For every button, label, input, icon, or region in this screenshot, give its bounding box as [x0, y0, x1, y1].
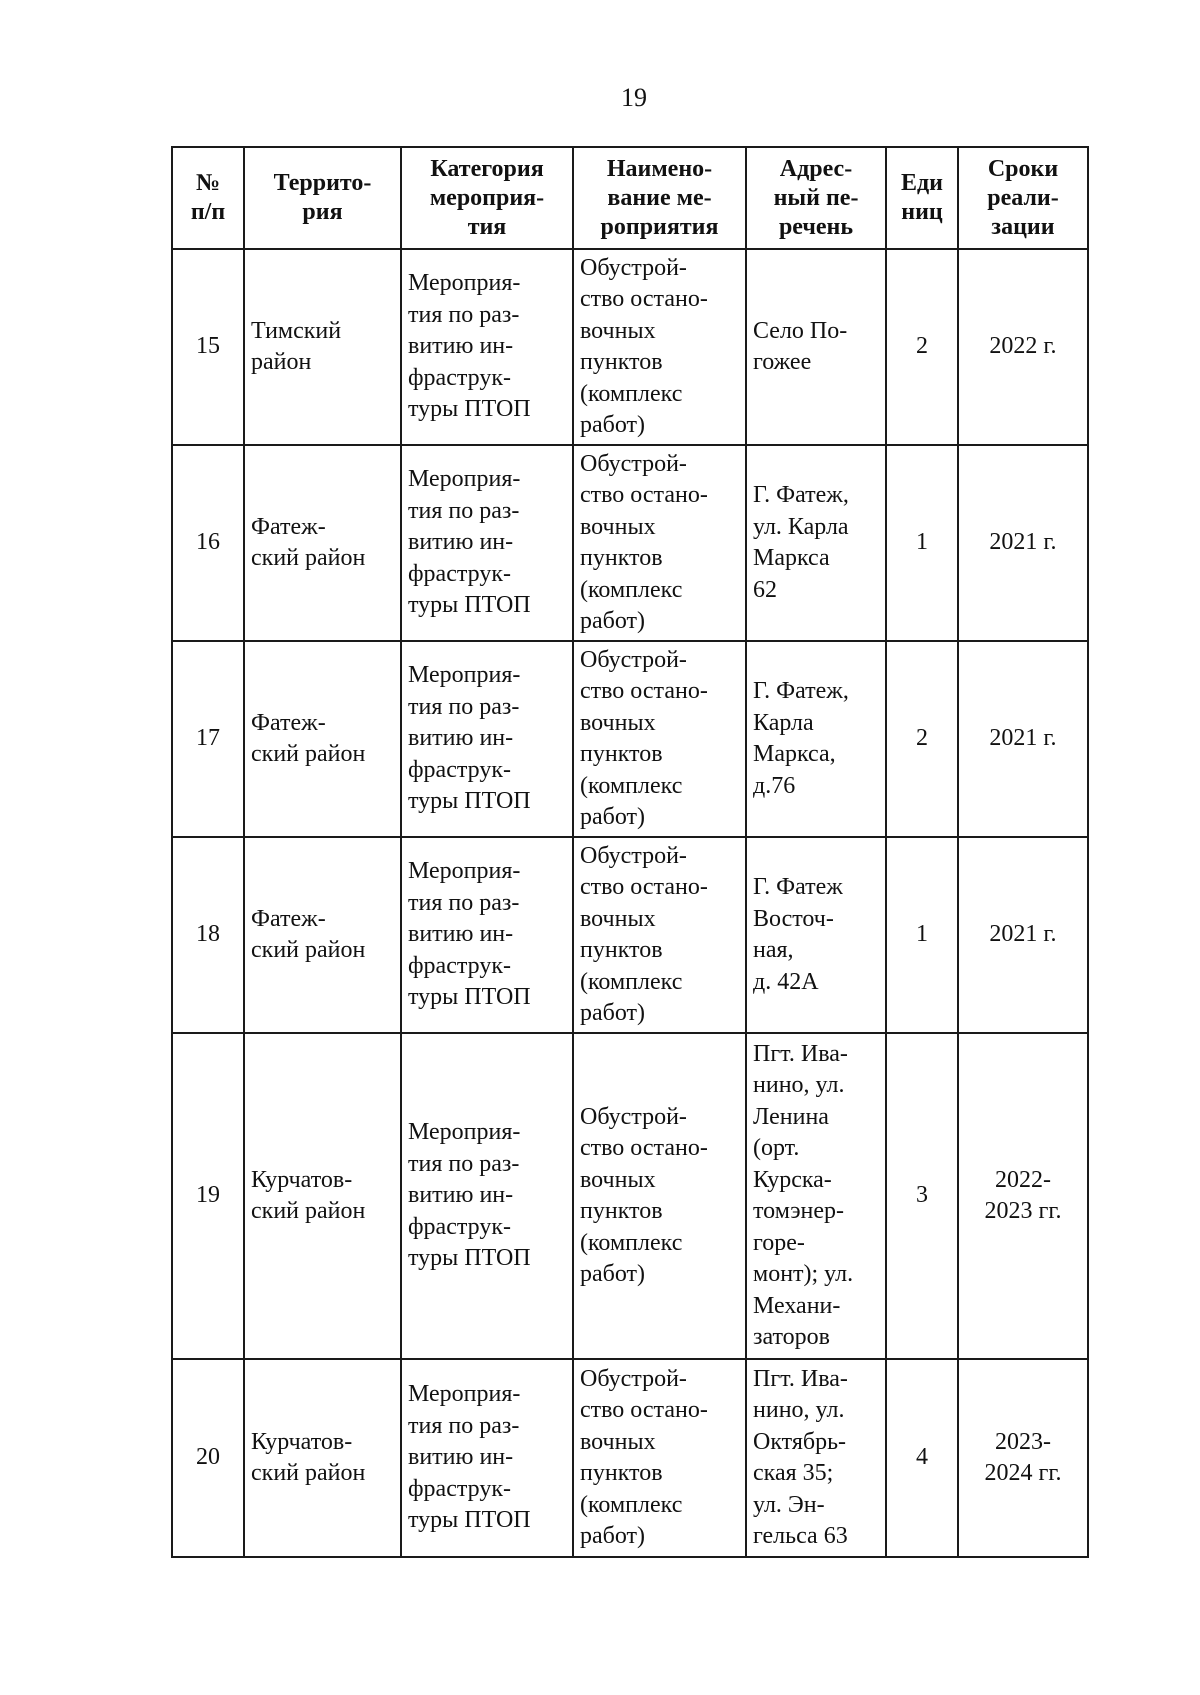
cell-term: 2022 г. — [958, 249, 1088, 445]
cell-name: Обустрой- ство остано- вочных пунктов (комплекс работ) — [573, 1033, 746, 1359]
cell-territory: Фатеж- ский район — [244, 641, 401, 837]
cell-territory: Курчатов- ский район — [244, 1033, 401, 1359]
cell-address: Село По- гожее — [746, 249, 886, 445]
table-row — [172, 1033, 1088, 1359]
cell-territory: Фатеж- ский район — [244, 445, 401, 641]
header-row — [172, 147, 1088, 249]
cell-term: 2023- 2024 гг. — [958, 1359, 1088, 1557]
table-row — [172, 641, 1088, 837]
table-row — [172, 249, 1088, 445]
cell-units: 2 — [886, 249, 958, 445]
cell-territory: Тимский район — [244, 249, 401, 445]
cell-address: Г. Фатеж Восточ- ная, д. 42А — [746, 837, 886, 1033]
cell-name: Обустрой- ство остано- вочных пунктов (комплекс работ) — [573, 641, 746, 837]
cell-term: 2021 г. — [958, 445, 1088, 641]
cell-address: Пгт. Ива- нино, ул. Октябрь- ская 35; ул. Эн- гельса 63 — [746, 1359, 886, 1557]
cell-term: 2021 г. — [958, 641, 1088, 837]
cell-category: Мероприя- тия по раз- витию ин- фраструк- туры ПТОП — [401, 837, 573, 1033]
cell-units: 1 — [886, 837, 958, 1033]
header-name: Наимено- вание ме- роприятия — [573, 147, 746, 249]
cell-address: Пгт. Ива- нино, ул. Ленина (орт. Курска- томэнер- горе- монт); ул. Механи- заторов — [746, 1033, 886, 1359]
cell-units: 4 — [886, 1359, 958, 1557]
cell-address: Г. Фатеж, ул. Карла Маркса 62 — [746, 445, 886, 641]
table-row — [172, 445, 1088, 641]
cell-category: Мероприя- тия по раз- витию ин- фраструк- туры ПТОП — [401, 249, 573, 445]
header-num: № п/п — [172, 147, 244, 249]
cell-territory: Курчатов- ский район — [244, 1359, 401, 1557]
cell-name: Обустрой- ство остано- вочных пунктов (комплекс работ) — [573, 837, 746, 1033]
cell-num: 17 — [172, 641, 244, 837]
header-address: Адрес- ный пе- речень — [746, 147, 886, 249]
cell-category: Мероприя- тия по раз- витию ин- фраструк- туры ПТОП — [401, 1033, 573, 1359]
cell-term: 2021 г. — [958, 837, 1088, 1033]
header-category: Категория мероприя- тия — [401, 147, 573, 249]
table-row — [172, 1359, 1088, 1557]
cell-name: Обустрой- ство остано- вочных пунктов (комплекс работ) — [573, 445, 746, 641]
cell-name: Обустрой- ство остано- вочных пунктов (комплекс работ) — [573, 249, 746, 445]
cell-num: 20 — [172, 1359, 244, 1557]
measures-table — [171, 146, 1089, 1558]
cell-num: 16 — [172, 445, 244, 641]
cell-units: 2 — [886, 641, 958, 837]
cell-category: Мероприя- тия по раз- витию ин- фраструк- туры ПТОП — [401, 445, 573, 641]
cell-term: 2022- 2023 гг. — [958, 1033, 1088, 1359]
cell-units: 3 — [886, 1033, 958, 1359]
header-units: Еди ниц — [886, 147, 958, 249]
cell-territory: Фатеж- ский район — [244, 837, 401, 1033]
cell-num: 15 — [172, 249, 244, 445]
cell-address: Г. Фатеж, Карла Маркса, д.76 — [746, 641, 886, 837]
table-row — [172, 837, 1088, 1033]
cell-category: Мероприя- тия по раз- витию ин- фраструк- туры ПТОП — [401, 641, 573, 837]
cell-num: 18 — [172, 837, 244, 1033]
cell-category: Мероприя- тия по раз- витию ин- фраструк- туры ПТОП — [401, 1359, 573, 1557]
header-term: Сроки реали- зации — [958, 147, 1088, 249]
page-number: 19 — [621, 83, 647, 112]
header-territory: Террито- рия — [244, 147, 401, 249]
cell-num: 19 — [172, 1033, 244, 1359]
cell-name: Обустрой- ство остано- вочных пунктов (комплекс работ) — [573, 1359, 746, 1557]
cell-units: 1 — [886, 445, 958, 641]
